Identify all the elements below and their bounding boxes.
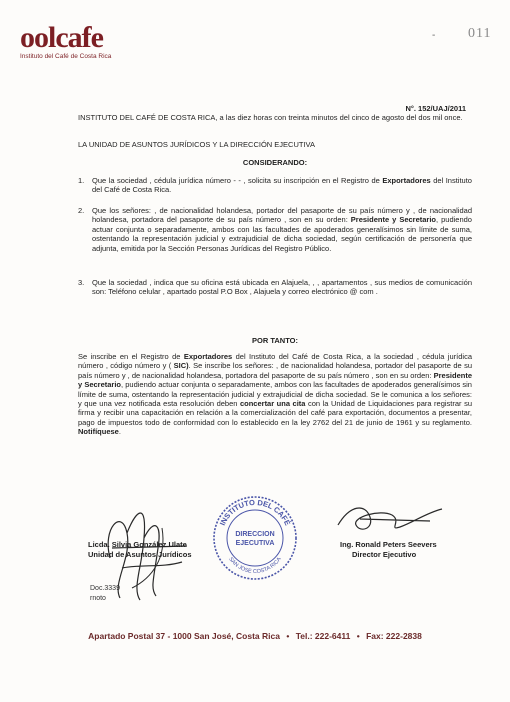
footer-contact bbox=[0, 631, 510, 641]
stamp-line-1: DIRECCION bbox=[235, 531, 275, 538]
logo-wordmark: oolcafe bbox=[20, 21, 103, 54]
therefore-heading: POR TANTO: bbox=[252, 336, 298, 345]
considering-item-3 bbox=[78, 278, 472, 297]
footer-separator: • bbox=[286, 631, 290, 641]
resolution-bold: SIC) bbox=[173, 361, 189, 371]
right-signer-name: Ing. Ronald Peters Seevers bbox=[340, 540, 437, 549]
resolution-text: con la Unidad de Liquidaciones para registrar su firma y recibir una capacitación en relación a la comercialización del café para exportación, documentos a presentar, pago de impuestos todo de conformidad con lo establecido en la ley 2762 del 21 de junio de 1961 y su reglamento. bbox=[78, 399, 473, 427]
resolution-bold: Notifíquese bbox=[78, 427, 119, 437]
resolution-paragraph bbox=[78, 352, 472, 437]
item-text: Que los señores: , de nacionalidad holandesa, portador del pasaporte de su país número y , de nacionalidad holandesa, portadora del pasaporte de su país número , son en su orden: bbox=[92, 206, 472, 225]
item-text: Que la sociedad , cédula jurídica número - - , solicita su inscripción en el Registro de bbox=[92, 176, 383, 185]
stamp-line-2: EJECUTIVA bbox=[235, 540, 275, 547]
left-signer-title: Unidad de Asuntos Jurídicos bbox=[88, 550, 192, 559]
item-number: 1. bbox=[78, 176, 85, 185]
resolution-text: . bbox=[118, 427, 121, 437]
considering-item-2 bbox=[78, 206, 472, 253]
considering-item-1 bbox=[78, 176, 472, 195]
item-text: , pudiendo actuar conjunta o separadamente, ambos con las facultades de apoderados generalísimos sin límite de suma, ostentando la representación judicial y extrajudicial de dicha sociedad, según certificación de personería que adjunta, emitida por la Sección Personas Jurídicas del Registro Público. bbox=[92, 215, 472, 253]
item-number: 2. bbox=[78, 206, 85, 215]
resolution-bold: Presidente y Secretario bbox=[78, 370, 472, 390]
stamp-bottom-text: SAN JOSE COSTA RICA bbox=[227, 556, 283, 575]
item-bold-text: Exportadores bbox=[382, 176, 431, 185]
intro-paragraph: INSTITUTO DEL CAFÉ DE COSTA RICA, a las diez horas con treinta minutos del cinco de agosto del dos mil once. bbox=[78, 113, 463, 122]
handwritten-page-number: 011 bbox=[468, 26, 492, 41]
resolution-number: N°. 152/UAJ/2011 bbox=[405, 104, 466, 113]
considering-heading: CONSIDERANDO: bbox=[242, 158, 308, 167]
right-signer-title: Director Ejecutivo bbox=[352, 550, 417, 559]
item-text: Que la sociedad , indica que su oficina está ubicada en Alajuela, , , apartamentos , sus medios de comunicación son: Teléfono celular , apartado postal P.O Box , Alajuela y correo electrónico @ com . bbox=[92, 278, 472, 297]
footer-address: Apartado Postal 37 - 1000 San José, Costa Rica bbox=[88, 631, 280, 641]
right-signature-scribble bbox=[330, 495, 450, 540]
footer-separator: • bbox=[356, 631, 360, 641]
doc-reference: Doc.3339 bbox=[90, 585, 120, 592]
corner-mark: - bbox=[432, 30, 436, 41]
resolution-bold: Exportadores bbox=[183, 352, 233, 361]
footer-telephone: Tel.: 222-6411 bbox=[295, 631, 351, 641]
resolution-text: del Instituto del Café de Costa Rica, a la sociedad , cédula jurídica número , código número y ( bbox=[78, 352, 472, 371]
item-text: del Instituto del Café de Costa Rica. bbox=[92, 176, 472, 195]
stamp-top-text: INSTITUTO DEL CAFÉ bbox=[217, 497, 293, 527]
item-bold-text: Presidente y Secretario bbox=[350, 215, 437, 225]
icafe-logo bbox=[20, 21, 112, 60]
item-number: 3. bbox=[78, 278, 85, 287]
resolution-bold: concertar una cita bbox=[239, 399, 306, 409]
left-signer-name: Licda. Silvia González Ulate bbox=[88, 540, 187, 549]
doc-reference-initials: rnoto bbox=[90, 595, 106, 602]
resolution-text: . Se inscribe los señores: , de nacionalidad holandesa, portador del pasaporte de su país número y , de nacionalidad holandesa, portadora del pasaporte de su país número , son en su orden: bbox=[78, 361, 472, 380]
footer-fax: Fax: 222-2838 bbox=[366, 631, 422, 641]
resolution-text: , pudiendo actuar conjunta o separadamente, ambos con las facultades de apoderados generalísimos sin límite de suma, ostentando la representación judicial y extrajudicial de dicha sociedad. Se le comunica a los señores: y que una vez notificada esta resolución deben bbox=[78, 380, 472, 409]
resolution-text: Se inscribe en el Registro de bbox=[78, 352, 184, 361]
direccion-ejecutiva-stamp bbox=[212, 495, 298, 581]
unit-heading: LA UNIDAD DE ASUNTOS JURÍDICOS Y LA DIRECCIÓN EJECUTIVA bbox=[78, 140, 316, 149]
logo-subtitle: Instituto del Café de Costa Rica bbox=[20, 53, 112, 60]
